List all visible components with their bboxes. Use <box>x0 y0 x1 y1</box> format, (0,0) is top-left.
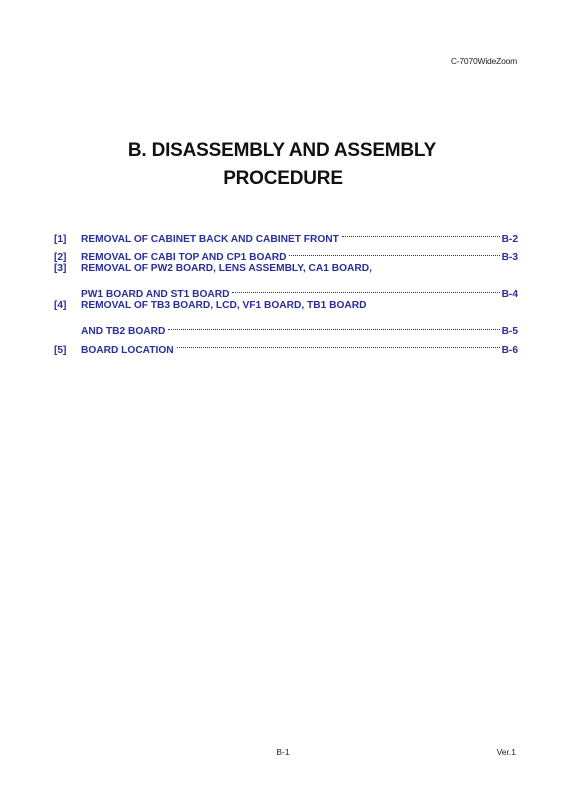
toc-entry-number: [4] <box>54 300 67 311</box>
toc-entry-number: [2] <box>54 252 67 263</box>
toc-entry-title: REMOVAL OF PW2 BOARD, LENS ASSEMBLY, CA1 BOARD, <box>81 263 372 274</box>
toc-entry-3-line-1[interactable] <box>54 260 518 279</box>
toc-entry-1[interactable] <box>54 223 518 245</box>
toc-entry-4-line-1[interactable] <box>54 297 518 316</box>
table-of-contents <box>54 223 518 356</box>
toc-entry-4-line-2[interactable] <box>54 316 518 335</box>
toc-entry-page: B-6 <box>501 344 518 356</box>
toc-entry-3-line-2[interactable] <box>54 279 518 298</box>
toc-entry-title: PW1 BOARD AND ST1 BOARD <box>81 289 230 300</box>
toc-entry-number: [1] <box>54 233 67 245</box>
toc-entry-5[interactable] <box>54 334 518 356</box>
toc-entry-title: REMOVAL OF CABINET BACK AND CABINET FRONT <box>81 233 339 245</box>
dot-leader <box>168 316 499 335</box>
dot-leader <box>342 223 500 242</box>
toc-entry-page: B-3 <box>501 252 518 263</box>
toc-entry-title: BOARD LOCATION <box>81 344 174 356</box>
toc-entry-title: REMOVAL OF CABI TOP AND CP1 BOARD <box>81 252 287 263</box>
toc-entry-title: REMOVAL OF TB3 BOARD, LCD, VF1 BOARD, TB1 BOARD <box>81 300 367 311</box>
toc-entry-number: [5] <box>54 344 67 356</box>
section-title-line-1: B. DISASSEMBLY AND ASSEMBLY <box>127 140 437 161</box>
toc-entry-title: AND TB2 BOARD <box>81 326 166 337</box>
toc-entry-page: B-4 <box>501 289 518 300</box>
dot-leader <box>177 334 500 353</box>
toc-entry-page: B-2 <box>501 233 518 245</box>
toc-entry-2[interactable] <box>54 242 518 261</box>
dot-leader <box>232 279 499 298</box>
toc-entry-page: B-5 <box>501 326 518 337</box>
section-title-line-2: PROCEDURE <box>223 168 343 189</box>
dot-leader <box>289 242 499 261</box>
model-name: C-7070WideZoom <box>450 56 517 66</box>
version-label: Ver.1 <box>496 747 516 757</box>
toc-entry-number: [3] <box>54 263 67 274</box>
page-number: B-1 <box>276 747 290 757</box>
